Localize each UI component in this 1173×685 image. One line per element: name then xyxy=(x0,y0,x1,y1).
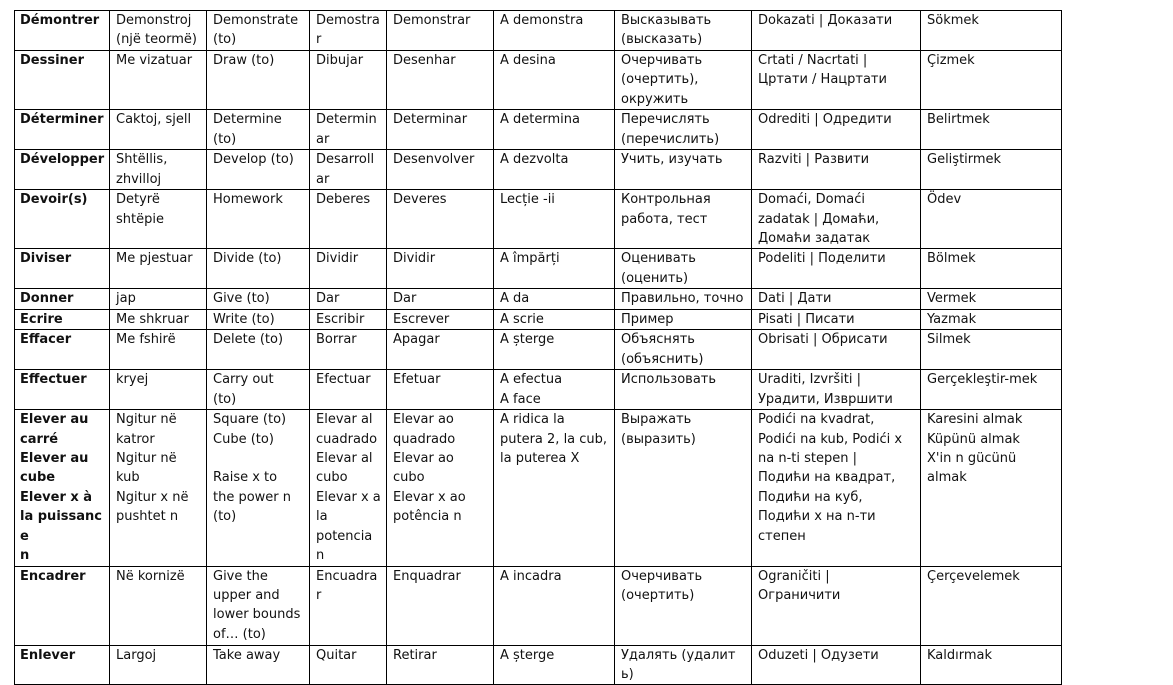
cell-spanish: Quitar xyxy=(310,645,387,685)
table-row xyxy=(15,370,1062,410)
cell-portuguese: Desenhar xyxy=(387,51,494,110)
cell-spanish: Demostrar xyxy=(310,11,387,51)
cell-french-term: Ecrire xyxy=(15,309,110,329)
cell-spanish: Desarrollar xyxy=(310,150,387,190)
cell-albanian: Me fshirë xyxy=(110,330,207,370)
cell-russian: Очерчивать (очертить) xyxy=(615,566,752,645)
cell-french-term: Devoir(s) xyxy=(15,190,110,249)
cell-english: Write (to) xyxy=(207,309,310,329)
cell-portuguese: Dar xyxy=(387,289,494,309)
cell-spanish: Dibujar xyxy=(310,51,387,110)
cell-serbian: Razviti | Развити xyxy=(752,150,921,190)
cell-romanian: A șterge xyxy=(494,330,615,370)
cell-turkish: Çerçevelemek xyxy=(921,566,1062,645)
cell-serbian: Dokazati | Доказати xyxy=(752,11,921,51)
cell-spanish: Dar xyxy=(310,289,387,309)
cell-turkish: Çizmek xyxy=(921,51,1062,110)
cell-spanish: Borrar xyxy=(310,330,387,370)
cell-english: Determine (to) xyxy=(207,110,310,150)
cell-english: Develop (to) xyxy=(207,150,310,190)
cell-portuguese: Enquadrar xyxy=(387,566,494,645)
table-body xyxy=(15,11,1062,685)
table-row xyxy=(15,11,1062,51)
cell-romanian: A determina xyxy=(494,110,615,150)
cell-russian: Контрольная работа, тест xyxy=(615,190,752,249)
cell-french-term: Elever au carré Elever au cube Elever x à la puissance n xyxy=(15,410,110,566)
cell-turkish: Ödev xyxy=(921,190,1062,249)
cell-turkish: Belirtmek xyxy=(921,110,1062,150)
cell-spanish: Dividir xyxy=(310,249,387,289)
table-row xyxy=(15,190,1062,249)
cell-albanian: Ngitur në katror Ngitur në kub Ngitur x në pushtet n xyxy=(110,410,207,566)
cell-romanian: A da xyxy=(494,289,615,309)
cell-french-term: Effacer xyxy=(15,330,110,370)
cell-serbian: Pisati | Писати xyxy=(752,309,921,329)
cell-romanian: A efectua A face xyxy=(494,370,615,410)
cell-serbian: Dati | Дати xyxy=(752,289,921,309)
translation-table xyxy=(14,10,1062,685)
cell-albanian: Shtëllis, zhvilloj xyxy=(110,150,207,190)
cell-portuguese: Efetuar xyxy=(387,370,494,410)
table-row xyxy=(15,309,1062,329)
cell-french-term: Démontrer xyxy=(15,11,110,51)
cell-serbian: Odrediti | Одредити xyxy=(752,110,921,150)
cell-romanian: A demonstra xyxy=(494,11,615,51)
cell-french-term: Enlever xyxy=(15,645,110,685)
cell-russian: Правильно, точно xyxy=(615,289,752,309)
cell-russian: Учить, изучать xyxy=(615,150,752,190)
cell-serbian: Podeliti | Поделити xyxy=(752,249,921,289)
cell-turkish: Sökmek xyxy=(921,11,1062,51)
cell-english: Homework xyxy=(207,190,310,249)
table-row xyxy=(15,289,1062,309)
cell-russian: Высказывать (высказать) xyxy=(615,11,752,51)
cell-turkish: Vermek xyxy=(921,289,1062,309)
cell-portuguese: Demonstrar xyxy=(387,11,494,51)
cell-albanian: Detyrë shtëpie xyxy=(110,190,207,249)
cell-romanian: Lecție -ii xyxy=(494,190,615,249)
cell-french-term: Développer xyxy=(15,150,110,190)
cell-spanish: Encuadrar xyxy=(310,566,387,645)
cell-russian: Перечислять (перечислить) xyxy=(615,110,752,150)
cell-french-term: Donner xyxy=(15,289,110,309)
cell-french-term: Déterminer xyxy=(15,110,110,150)
cell-french-term: Dessiner xyxy=(15,51,110,110)
cell-serbian: Podići na kvadrat, Podići na kub, Podići x na n-ti stepen | Подићи на квадрат, Подићи на куб, Подићи x на n-ти степен xyxy=(752,410,921,566)
cell-russian: Объяснять (объяснить) xyxy=(615,330,752,370)
cell-english: Draw (to) xyxy=(207,51,310,110)
cell-english: Carry out (to) xyxy=(207,370,310,410)
cell-romanian: A dezvolta xyxy=(494,150,615,190)
cell-turkish: Geliştirmek xyxy=(921,150,1062,190)
cell-serbian: Domaći, Domaći zadatak | Домаћи, Домаћи задатак xyxy=(752,190,921,249)
table-row xyxy=(15,330,1062,370)
cell-romanian: A scrie xyxy=(494,309,615,329)
table-row xyxy=(15,249,1062,289)
cell-russian: Оценивать (оценить) xyxy=(615,249,752,289)
cell-french-term: Diviser xyxy=(15,249,110,289)
cell-russian: Пример xyxy=(615,309,752,329)
table-row xyxy=(15,110,1062,150)
cell-spanish: Elevar al cuadrado Elevar al cubo Elevar x a la potencia n xyxy=(310,410,387,566)
cell-turkish: Silmek xyxy=(921,330,1062,370)
cell-albanian: Me vizatuar xyxy=(110,51,207,110)
cell-albanian: Me pjestuar xyxy=(110,249,207,289)
cell-spanish: Escribir xyxy=(310,309,387,329)
cell-english: Divide (to) xyxy=(207,249,310,289)
cell-serbian: Crtati / Nacrtati | Цртати / Нацртати xyxy=(752,51,921,110)
cell-serbian: Uraditi, Izvršiti | Урадити, Извршити xyxy=(752,370,921,410)
cell-english: Give (to) xyxy=(207,289,310,309)
cell-turkish: Yazmak xyxy=(921,309,1062,329)
cell-russian: Использовать xyxy=(615,370,752,410)
cell-english: Take away xyxy=(207,645,310,685)
cell-spanish: Determinar xyxy=(310,110,387,150)
cell-turkish: Bölmek xyxy=(921,249,1062,289)
cell-portuguese: Dividir xyxy=(387,249,494,289)
cell-portuguese: Determinar xyxy=(387,110,494,150)
cell-romanian: A incadra xyxy=(494,566,615,645)
table-row xyxy=(15,150,1062,190)
cell-russian: Удалять (удалить) xyxy=(615,645,752,685)
cell-english: Demonstrate (to) xyxy=(207,11,310,51)
table-row xyxy=(15,51,1062,110)
cell-portuguese: Retirar xyxy=(387,645,494,685)
cell-russian: Выражать (выразить) xyxy=(615,410,752,566)
cell-french-term: Encadrer xyxy=(15,566,110,645)
cell-albanian: Në kornizë xyxy=(110,566,207,645)
cell-albanian: Caktoj, sjell xyxy=(110,110,207,150)
cell-portuguese: Desenvolver xyxy=(387,150,494,190)
cell-turkish: Karesini almak Küpünü almak X'in n gücünü almak xyxy=(921,410,1062,566)
cell-portuguese: Escrever xyxy=(387,309,494,329)
cell-portuguese: Apagar xyxy=(387,330,494,370)
cell-serbian: Obrisati | Обрисати xyxy=(752,330,921,370)
cell-serbian: Ograničiti | Ограничити xyxy=(752,566,921,645)
table-row xyxy=(15,410,1062,566)
cell-albanian: Demonstroj (një teormë) xyxy=(110,11,207,51)
cell-romanian: A desina xyxy=(494,51,615,110)
cell-albanian: kryej xyxy=(110,370,207,410)
cell-serbian: Oduzeti | Одузети xyxy=(752,645,921,685)
table-row xyxy=(15,566,1062,645)
cell-albanian: Me shkruar xyxy=(110,309,207,329)
cell-english: Give the upper and lower bounds of… (to) xyxy=(207,566,310,645)
cell-french-term: Effectuer xyxy=(15,370,110,410)
cell-english: Delete (to) xyxy=(207,330,310,370)
cell-portuguese: Deveres xyxy=(387,190,494,249)
cell-spanish: Deberes xyxy=(310,190,387,249)
cell-russian: Очерчивать (очертить), окружить xyxy=(615,51,752,110)
cell-albanian: jap xyxy=(110,289,207,309)
cell-turkish: Gerçekleştir-mek xyxy=(921,370,1062,410)
cell-romanian: A împărți xyxy=(494,249,615,289)
cell-romanian: A ridica la putera 2, la cub, la puterea X xyxy=(494,410,615,566)
cell-turkish: Kaldırmak xyxy=(921,645,1062,685)
cell-portuguese: Elevar ao quadrado Elevar ao cubo Elevar x ao potência n xyxy=(387,410,494,566)
cell-albanian: Largoj xyxy=(110,645,207,685)
table-row xyxy=(15,645,1062,685)
cell-spanish: Efectuar xyxy=(310,370,387,410)
cell-english: Square (to) Cube (to) Raise x to the power n (to) xyxy=(207,410,310,566)
cell-romanian: A șterge xyxy=(494,645,615,685)
